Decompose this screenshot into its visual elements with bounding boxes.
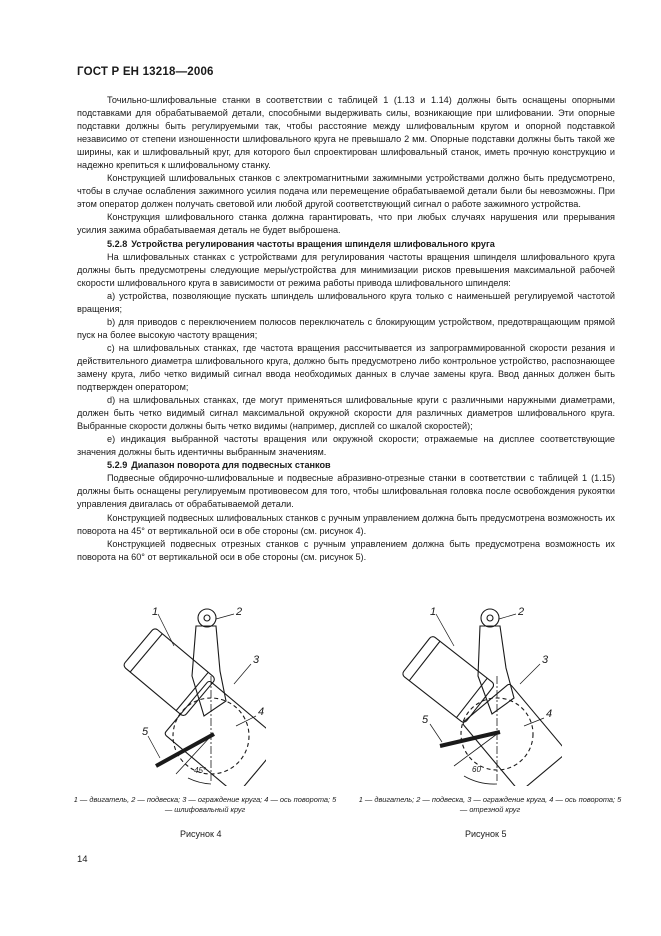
label-1: 1 — [152, 606, 159, 618]
section-heading-5-2-9 — [77, 459, 615, 472]
label-5: 5 — [142, 726, 149, 738]
figure-5-title: Рисунок 5 — [465, 829, 507, 839]
body-text — [77, 94, 615, 564]
paragraph: Конструкцией подвесных шлифовальных станков с ручным управлением должна быть предусмотрена возможность их поворота на 45° от вертикальной оси в обе стороны (см. рисунок 4). — [77, 512, 615, 536]
label-4: 4 — [258, 706, 265, 718]
section-number: 5.2.9 — [107, 460, 128, 471]
label-3: 3 — [542, 654, 549, 666]
section-number: 5.2.8 — [107, 238, 128, 249]
suspension-eye — [481, 609, 499, 627]
pivot-pin — [487, 615, 493, 621]
paragraph: Точильно-шлифовальные станки в соответствии с таблицей 1 (1.13 и 1.14) должны быть оснащены опорными подставками для обрабатываемой детали, способными выдерживать силы, возникающие при шлифовании. Эти опорные подставки должны быть регулируемыми так, чтобы расстояние между шлифовальным кругом и опорной подставкой независимо от степени изношенности шлифовального круга не превышало 2 мм. Опорные подставки должны быть такой же ширины, как и шлифовальный круг, для которого был спроектирован шлифовальный станок, иметь прочную конструкцию и надежно крепиться к шлифовальному станку. — [77, 95, 615, 171]
motor-body — [123, 627, 216, 717]
section-title: Устройства регулирования частоты вращения шпинделя шлифовального круга — [131, 238, 495, 249]
paragraph: Подвесные обдирочно-шлифовальные и подвесные абразивно-отрезные станки в соответствии с таблицей 1 (1.15) должны быть оснащены регулируемым противовесом для того, чтобы шлифовальная головка после освобождения рукоятки управления двигалась от обрабатываемой детали. — [77, 473, 615, 510]
figure-5-legend: 1 — двигатель; 2 — подвеска, 3 — ограждение круга, 4 — ось поворота; 5 — отрезной круг — [358, 795, 622, 815]
paragraph: Конструкцией шлифовальных станков с электромагнитными зажимными устройствами должно быть предусмотрено, чтобы в случае ослабления зажимного усилия подача или перемещение обрабатываемой детали были бы невозможны. При этом оператор должен получать световой или любой другой соответствующий сигнал о работе зажимного устройства. — [77, 173, 615, 210]
pivot-pin — [204, 615, 210, 621]
label-2: 2 — [518, 606, 525, 618]
angle-arc — [464, 776, 497, 784]
paragraph: Конструкцией подвесных отрезных станков с ручным управлением должна быть предусмотрена возможность их поворота на 60° от вертикальной оси в обе стороны (см. рисунок 5). — [77, 538, 615, 562]
angle-label: 45° — [194, 766, 207, 775]
label-2: 2 — [236, 606, 243, 618]
paragraph: Конструкция шлифовального станка должна гарантировать, что при любых случаях нарушения или прерывания усилия зажима обрабатываемая деталь не будет выброшена. — [77, 212, 615, 236]
figure-4-title: Рисунок 4 — [180, 829, 222, 839]
suspension-eye — [198, 609, 216, 627]
cutoff-wheel-shaft — [440, 732, 500, 746]
list-item-a: а) устройства, позволяющие пускать шпиндель шлифовального круга только с наименьшей регулируемой частотой вращения; — [77, 290, 615, 314]
label-4: 4 — [546, 708, 553, 720]
figure-5-drawing — [392, 606, 562, 786]
grinder-diagram — [96, 606, 266, 786]
paragraph: На шлифовальных станках с устройствами для регулирования частоты вращения шпинделя шлифовального круга должны быть предусмотрены следующие меры/устройства для минимизации рисков превышения максимальной рабочей скорости шлифовального круга в зависимости от режима работы привода шлифовального шпинделя: — [77, 251, 615, 288]
section-heading-5-2-8 — [77, 238, 615, 251]
suspension-bracket — [192, 626, 226, 716]
label-3: 3 — [253, 654, 260, 666]
list-item-c: с) на шлифовальных станках, где частота вращения рассчитывается из запрограммированной скорости резания и действительного диаметра шлифовального круга, должно быть предусмотрено либо контрольное устройство, распознающее замену круга, либо четко видимый сигнал ввода необходимых данных в случае замены круга. Ввод данных должен быть подтвержден оператором; — [77, 342, 615, 393]
cutoff-machine-diagram — [392, 606, 562, 786]
grinding-wheel-shaft — [156, 734, 214, 766]
motor-body — [401, 635, 495, 724]
document-header: ГОСТ Р ЕН 13218—2006 — [77, 66, 214, 78]
figure-4-drawing — [96, 606, 266, 786]
figure-4-legend: 1 — двигатель, 2 — подвеска; 3 — ограждение круга; 4 — ось поворота; 5 — шлифовальный круг — [73, 795, 337, 815]
list-item-e: е) индикация выбранной частоты вращения или окружной скорости; отражаемые на дисплее соответствующие значения должны быть идентичны выбранным значениям. — [77, 434, 615, 458]
label-5: 5 — [422, 714, 429, 726]
angle-label: 60 — [472, 765, 481, 774]
list-item-b: b) для приводов с переключением полюсов переключатель с блокирующим устройством, предотвращающим прямой пуск на более высокую частоту вращения; — [77, 316, 615, 340]
angle-arc — [188, 778, 211, 784]
list-item-d: d) на шлифовальных станках, где могут применяться шлифовальные круги с различными наружными диаметрами, должен быть четко видимый сигнал максимальной окружной скорости для различных диаметров шлифовального круга. Выбранные скорости должны быть четко видимы (например, дисплей со шкалой скоростей); — [77, 395, 615, 432]
label-1: 1 — [430, 606, 437, 618]
page-number: 14 — [77, 854, 88, 865]
section-title: Диапазон поворота для подвесных станков — [131, 460, 331, 471]
